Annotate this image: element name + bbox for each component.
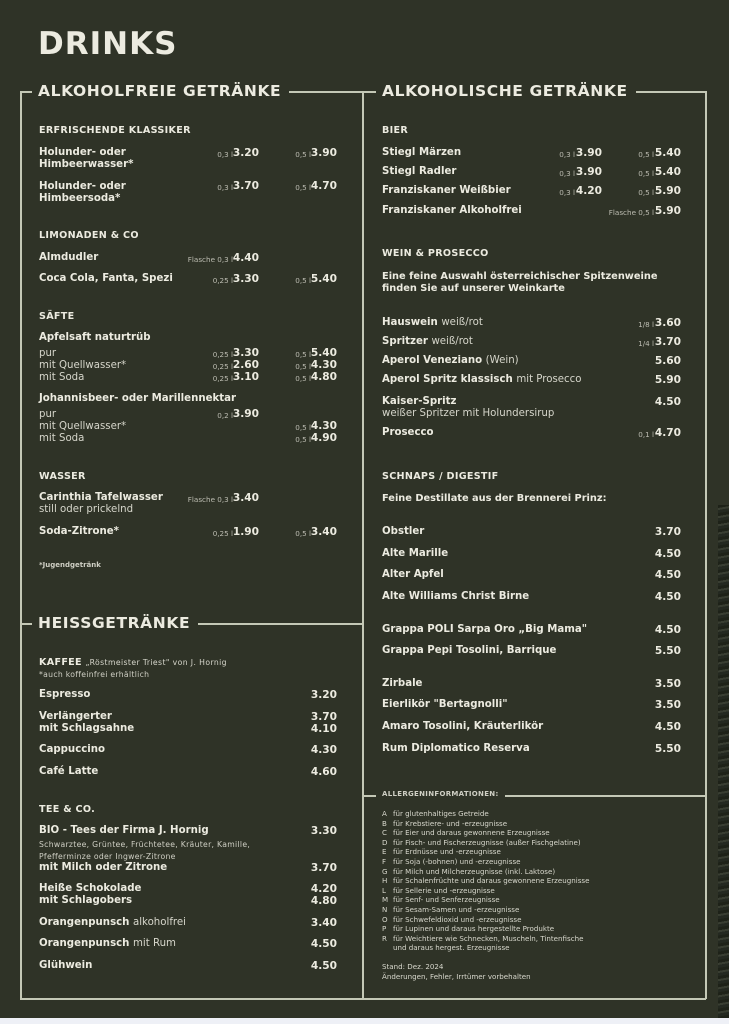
category-erfrischend: ERFRISCHENDE KLASSIKER — [39, 125, 191, 136]
price: 4.70 — [310, 180, 337, 192]
price: 3.20 — [232, 147, 259, 159]
unit-label: 0,5 l — [295, 423, 311, 432]
price: 3.90 — [310, 147, 337, 159]
price: 4.60 — [310, 766, 337, 778]
background-texture — [718, 505, 729, 1018]
variant-label: mit Soda — [39, 433, 85, 444]
wine-intro: Eine feine Auswahl österreichischer Spitzenweine — [382, 271, 658, 282]
menu-item: Aperol Spritz klassisch mit Prosecco — [382, 374, 582, 385]
price: 3.70 — [654, 526, 681, 538]
allergen-title: ALLERGENINFORMATIONEN: — [376, 790, 505, 798]
frame-right — [705, 91, 707, 999]
variant-label: mit Soda — [39, 372, 85, 383]
unit-label: 0,25 l — [212, 276, 233, 285]
price: 3.50 — [654, 699, 681, 711]
unit-label: Flasche 0,3 l — [187, 255, 233, 264]
menu-item: Zirbale — [382, 678, 423, 689]
menu-item: Verlängerter — [39, 711, 112, 722]
tea-description: Schwarztee, Grüntee, Früchtetee, Kräuter, Kamille, — [39, 840, 251, 849]
variant-label: pur — [39, 409, 57, 420]
price: 2.60 — [232, 359, 259, 371]
menu-item: Stiegl Radler — [382, 166, 457, 177]
menu-item: mit Milch oder Zitrone — [39, 862, 168, 873]
menu-item: Orangenpunsch alkoholfrei — [39, 917, 186, 928]
unit-label: 0,5 l — [295, 529, 311, 538]
price: 4.50 — [310, 938, 337, 950]
price: 4.40 — [232, 252, 259, 264]
price: 4.80 — [310, 371, 337, 383]
menu-item: Prosecco — [382, 427, 434, 438]
disclaimer: Änderungen, Fehler, Irrtümer vorbehalten — [382, 972, 531, 981]
page-title: DRINKS — [38, 26, 178, 62]
menu-item: Rum Diplomatico Reserva — [382, 743, 530, 754]
unit-label: Flasche 0,3 l — [187, 495, 233, 504]
price: 3.70 — [654, 336, 681, 348]
allergen-item: M für Senf- und Senferzeugnisse — [382, 895, 500, 905]
unit-label: 0,25 l — [212, 529, 233, 538]
unit-label: 0,5 l — [638, 169, 654, 178]
price: 4.50 — [654, 721, 681, 733]
frame-bottom — [20, 998, 706, 1000]
price: 4.50 — [654, 591, 681, 603]
price: 1.90 — [232, 526, 259, 538]
menu-item: Kaiser-Spritz — [382, 396, 457, 407]
menu-item: Coca Cola, Fanta, Spezi — [39, 273, 173, 284]
menu-item: Franziskaner Weißbier — [382, 185, 511, 196]
unit-label: 0,2 l — [217, 411, 233, 420]
menu-item: Holunder- oder Himbeersoda* — [39, 181, 126, 205]
price: 5.50 — [654, 743, 681, 755]
menu-item: Obstler — [382, 526, 425, 537]
allergen-item: R für Weichtiere wie Schnecken, Muscheln, Tintenfische — [382, 933, 584, 943]
price: 5.40 — [654, 166, 681, 178]
menu-item: Amaro Tosolini, Kräuterlikör — [382, 721, 544, 732]
allergen-item: C für Eier und daraus gewonnene Erzeugnisse — [382, 828, 550, 838]
price: 3.90 — [575, 166, 602, 178]
allergen-list — [382, 809, 589, 953]
menu-item: Heiße Schokolade — [39, 883, 142, 894]
frame-divider — [362, 91, 364, 999]
unit-label: 1/8 l — [638, 320, 654, 329]
kaffee-note: *auch koffeinfrei erhältlich — [39, 670, 150, 679]
price: 4.20 — [310, 883, 337, 895]
menu-item: Espresso — [39, 689, 91, 700]
menu-item: Stiegl Märzen — [382, 147, 462, 158]
menu-item: Hauswein weiß/rot — [382, 317, 483, 328]
category-saefte: SÄFTE — [39, 311, 75, 322]
price: 3.30 — [232, 347, 259, 359]
unit-label: 0,3 l — [559, 188, 575, 197]
menu-item: Aperol Veneziano (Wein) — [382, 355, 519, 366]
price: 3.90 — [575, 147, 602, 159]
price: 4.90 — [310, 432, 337, 444]
menu-item: Carinthia Tafelwasser — [39, 492, 163, 503]
price: 3.30 — [232, 273, 259, 285]
menu-item: Alter Apfel — [382, 569, 444, 580]
menu-item: Orangenpunsch mit Rum — [39, 938, 176, 949]
unit-label: 0,5 l — [295, 435, 311, 444]
unit-label: Flasche 0,5 l — [608, 208, 654, 217]
price: 5.40 — [310, 273, 337, 285]
category-wein: WEIN & PROSECCO — [382, 248, 489, 259]
menu-item: Grappa POLI Sarpa Oro „Big Mama" — [382, 624, 588, 635]
allergen-item: E für Erdnüsse und -erzeugnisse — [382, 847, 501, 857]
price: 4.50 — [654, 624, 681, 636]
price: 4.50 — [310, 960, 337, 972]
menu-item-subtitle: still oder prickelnd — [39, 504, 134, 515]
category-bier: BIER — [382, 125, 409, 136]
price: 3.10 — [232, 371, 259, 383]
menu-item: Cappuccino — [39, 744, 106, 755]
price: 3.30 — [310, 825, 337, 837]
unit-label: 0,3 l — [559, 169, 575, 178]
allergen-item: O für Schwefeldioxid und -erzeugnisse — [382, 914, 522, 924]
unit-label: 0,5 l — [295, 183, 311, 192]
bottom-strip — [0, 1018, 729, 1024]
unit-label: 0,3 l — [559, 150, 575, 159]
section-title-alkoholisch: ALKOHOLISCHE GETRÄNKE — [376, 82, 636, 100]
allergen-item: und daraus hergest. Erzeugnisse — [393, 943, 510, 953]
price: 4.50 — [654, 548, 681, 560]
section-title-heiss: HEISSGETRÄNKE — [32, 614, 198, 632]
unit-label: 0,25 l — [212, 350, 233, 359]
menu-item: Café Latte — [39, 766, 99, 777]
price: 4.70 — [654, 427, 681, 439]
price: 4.80 — [310, 895, 337, 907]
allergen-item: D für Fisch- und Fischerzeugnisse (außer Fischgelatine) — [382, 837, 581, 847]
menu-item: Holunder- oder Himbeerwasser* — [39, 147, 134, 171]
unit-label: 0,5 l — [295, 150, 311, 159]
footnote: *Jugendgetränk — [39, 561, 101, 569]
menu-item: Alte Williams Christ Birne — [382, 591, 530, 602]
price: 4.30 — [310, 420, 337, 432]
allergen-item: N für Sesam-Samen und -erzeugnisse — [382, 904, 520, 914]
price: 5.90 — [654, 374, 681, 386]
unit-label: 0,5 l — [295, 362, 311, 371]
unit-label: 0,5 l — [295, 374, 311, 383]
kaffee-subtitle: „Röstmeister Triest" von J. Hornig — [85, 658, 227, 667]
category-tee: TEE & CO. — [39, 804, 96, 815]
price: 5.40 — [654, 147, 681, 159]
price: 4.10 — [310, 723, 337, 735]
price: 4.50 — [654, 396, 681, 408]
menu-item: mit Schlagsahne — [39, 723, 135, 734]
allergen-item: A für glutenhaltiges Getreide — [382, 809, 489, 818]
variant-label: mit Quellwasser* — [39, 360, 127, 371]
menu-item-heading: Apfelsaft naturtrüb — [39, 332, 151, 343]
price: 5.40 — [310, 347, 337, 359]
menu-item-heading: Johannisbeer- oder Marillennektar — [39, 393, 237, 404]
price: 3.90 — [232, 408, 259, 420]
allergen-item: F für Soja (-bohnen) und -erzeugnisse — [382, 856, 521, 866]
unit-label: 0,25 l — [212, 374, 233, 383]
menu-item: mit Schlagobers — [39, 895, 133, 906]
menu-item: Soda-Zitrone* — [39, 526, 119, 537]
schnaps-intro: Feine Destillate aus der Brennerei Prinz: — [382, 493, 607, 504]
price: 4.50 — [654, 569, 681, 581]
menu-item: Almdudler — [39, 252, 99, 263]
menu-item: Alte Marille — [382, 548, 449, 559]
wine-intro: finden Sie auf unserer Weinkarte — [382, 283, 565, 294]
section-title-alkoholfrei: ALKOHOLFREIE GETRÄNKE — [32, 82, 289, 100]
price: 4.20 — [575, 185, 602, 197]
allergen-item: P für Lupinen und daraus hergestellte Produkte — [382, 924, 555, 934]
unit-label: 0,5 l — [295, 350, 311, 359]
menu-item-subtitle: weißer Spritzer mit Holundersirup — [382, 408, 555, 419]
allergen-item: H für Schalenfrüchte und daraus gewonnene Erzeugnisse — [382, 876, 590, 886]
price: 4.30 — [310, 359, 337, 371]
category-wasser: WASSER — [39, 471, 86, 482]
unit-label: 0,5 l — [295, 276, 311, 285]
price: 3.40 — [232, 492, 259, 504]
allergen-item: G für Milch und Milcherzeugnisse (inkl. Laktose) — [382, 866, 556, 876]
price: 4.30 — [310, 744, 337, 756]
price: 3.40 — [310, 917, 337, 929]
allergen-item: L für Sellerie und -erzeugnisse — [382, 885, 495, 895]
price: 3.20 — [310, 689, 337, 701]
unit-label: 0,5 l — [638, 150, 654, 159]
category-schnaps: SCHNAPS / DIGESTIF — [382, 471, 499, 482]
price: 3.60 — [654, 317, 681, 329]
price: 5.90 — [654, 185, 681, 197]
variant-label: pur — [39, 348, 57, 359]
menu-item: BIO - Tees der Firma J. Hornig — [39, 825, 209, 836]
menu-item: Glühwein — [39, 960, 93, 971]
allergen-item: B für Krebstiere- und -erzeugnisse — [382, 818, 508, 828]
price: 3.70 — [310, 711, 337, 723]
menu-item: Franziskaner Alkoholfrei — [382, 205, 522, 216]
menu-item: Grappa Pepi Tosolini, Barrique — [382, 645, 557, 656]
price: 3.70 — [232, 180, 259, 192]
menu-item: Eierlikör "Bertagnolli" — [382, 699, 508, 710]
unit-label: 0,3 l — [217, 150, 233, 159]
price: 5.50 — [654, 645, 681, 657]
variant-label: mit Quellwasser* — [39, 421, 127, 432]
frame-left — [20, 91, 22, 999]
stand-date: Stand: Dez. 2024 — [382, 962, 444, 971]
unit-label: 0,5 l — [638, 188, 654, 197]
price: 5.60 — [654, 355, 681, 367]
menu-item: Spritzer weiß/rot — [382, 336, 473, 347]
unit-label: 0,3 l — [217, 183, 233, 192]
unit-label: 0,25 l — [212, 362, 233, 371]
unit-label: 1/4 l — [638, 339, 654, 348]
price: 3.40 — [310, 526, 337, 538]
price: 3.70 — [310, 862, 337, 874]
price: 5.90 — [654, 205, 681, 217]
tea-description: Pfefferminze oder Ingwer-Zitrone — [39, 852, 176, 861]
category-limonaden: LIMONADEN & CO — [39, 230, 139, 241]
price: 3.50 — [654, 678, 681, 690]
frame-top-left-stub — [20, 91, 32, 93]
category-kaffee: KAFFEE „Röstmeister Triest" von J. Hornig — [39, 657, 227, 668]
unit-label: 0,1 l — [638, 430, 654, 439]
